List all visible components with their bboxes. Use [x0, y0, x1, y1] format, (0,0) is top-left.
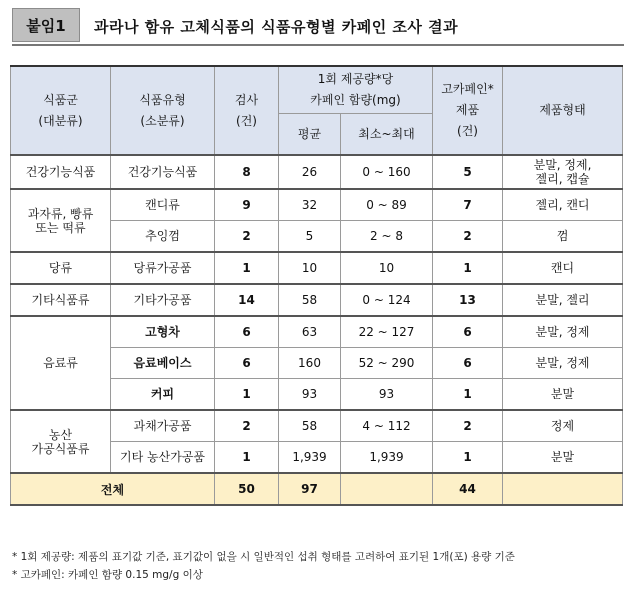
footnotes: [12, 548, 515, 584]
cell-type: 기타 농산가공품: [111, 442, 215, 474]
table-row: [11, 316, 623, 348]
cell-high: 7: [433, 189, 503, 221]
cell-group: 농산 가공식품류: [11, 410, 111, 473]
cell-tested: 1: [215, 442, 279, 474]
caffeine-survey-table: [10, 65, 623, 506]
col-header-group: 식품군 (대분류): [11, 66, 111, 155]
cell-form: 껌: [503, 221, 623, 253]
cell-avg: 93: [279, 379, 341, 411]
cell-group: 음료류: [11, 316, 111, 410]
cell-form: 분말, 정제: [503, 316, 623, 348]
col-header-form: 제품형태: [503, 66, 623, 155]
cell-range: 0 ~ 160: [341, 155, 433, 189]
cell-range: 0 ~ 124: [341, 284, 433, 316]
cell-range: 22 ~ 127: [341, 316, 433, 348]
cell-group: 건강기능식품: [11, 155, 111, 189]
col-header-high: 고카페인* 제품 (건): [433, 66, 503, 155]
cell-high: 13: [433, 284, 503, 316]
table-row: [11, 189, 623, 221]
cell-range: 4 ~ 112: [341, 410, 433, 442]
cell-form: 분말, 정제, 젤리, 캡슐: [503, 155, 623, 189]
cell-form: 젤리, 캔디: [503, 189, 623, 221]
cell-form: 분말, 정제: [503, 348, 623, 379]
total-form: [503, 473, 623, 505]
cell-type: 과채가공품: [111, 410, 215, 442]
cell-form: 분말: [503, 379, 623, 411]
total-row: [11, 473, 623, 505]
cell-form: 정제: [503, 410, 623, 442]
page-title: 과라나 함유 고체식품의 식품유형별 카페인 조사 결과: [94, 17, 459, 36]
table-row: [11, 284, 623, 316]
footnote-serving: * 1회 제공량: 제품의 표기값 기준, 표기값이 없을 시 일반적인 섭취 형태를 고려하여 표기된 1개(포) 용량 기준: [12, 551, 515, 563]
cell-tested: 1: [215, 379, 279, 411]
cell-high: 1: [433, 252, 503, 284]
col-header-avg: 평균: [279, 114, 341, 156]
cell-type: 고형차: [111, 316, 215, 348]
cell-avg: 10: [279, 252, 341, 284]
cell-type: 음료베이스: [111, 348, 215, 379]
cell-type: 기타가공품: [111, 284, 215, 316]
cell-high: 2: [433, 410, 503, 442]
total-label: 전체: [11, 473, 215, 505]
cell-high: 6: [433, 348, 503, 379]
cell-tested: 1: [215, 252, 279, 284]
cell-group: 과자류, 빵류 또는 떡류: [11, 189, 111, 252]
cell-avg: 5: [279, 221, 341, 253]
cell-high: 1: [433, 379, 503, 411]
col-header-tested: 검사 (건): [215, 66, 279, 155]
cell-avg: 26: [279, 155, 341, 189]
cell-avg: 63: [279, 316, 341, 348]
col-header-caffeine: 1회 제공량*당 카페인 함량(mg): [279, 66, 433, 114]
cell-avg: 160: [279, 348, 341, 379]
cell-group: 기타식품류: [11, 284, 111, 316]
footnote-high-caffeine: * 고카페인: 카페인 함량 0.15 mg/g 이상: [12, 569, 203, 581]
cell-type: 커피: [111, 379, 215, 411]
cell-high: 5: [433, 155, 503, 189]
table-row: [11, 155, 623, 189]
title-bar: [12, 8, 624, 46]
total-range: [341, 473, 433, 505]
table-row: [11, 252, 623, 284]
cell-type: 건강기능식품: [111, 155, 215, 189]
cell-type: 추잉껌: [111, 221, 215, 253]
cell-range: 52 ~ 290: [341, 348, 433, 379]
total-avg: 97: [279, 473, 341, 505]
total-tested: 50: [215, 473, 279, 505]
cell-range: 10: [341, 252, 433, 284]
cell-high: 2: [433, 221, 503, 253]
cell-range: 0 ~ 89: [341, 189, 433, 221]
cell-avg: 58: [279, 410, 341, 442]
col-header-range: 최소~최대: [341, 114, 433, 156]
cell-range: 93: [341, 379, 433, 411]
cell-tested: 6: [215, 348, 279, 379]
cell-form: 분말: [503, 442, 623, 474]
cell-type: 당류가공품: [111, 252, 215, 284]
cell-tested: 6: [215, 316, 279, 348]
cell-tested: 2: [215, 221, 279, 253]
cell-high: 1: [433, 442, 503, 474]
total-high: 44: [433, 473, 503, 505]
cell-tested: 9: [215, 189, 279, 221]
cell-range: 1,939: [341, 442, 433, 474]
cell-form: 캔디: [503, 252, 623, 284]
cell-range: 2 ~ 8: [341, 221, 433, 253]
cell-tested: 14: [215, 284, 279, 316]
col-header-type: 식품유형 (소분류): [111, 66, 215, 155]
cell-form: 분말, 젤리: [503, 284, 623, 316]
cell-high: 6: [433, 316, 503, 348]
cell-tested: 2: [215, 410, 279, 442]
cell-group: 당류: [11, 252, 111, 284]
cell-tested: 8: [215, 155, 279, 189]
attachment-badge: 붙임1: [12, 8, 80, 42]
cell-avg: 58: [279, 284, 341, 316]
cell-avg: 1,939: [279, 442, 341, 474]
cell-type: 캔디류: [111, 189, 215, 221]
table-row: [11, 410, 623, 442]
cell-avg: 32: [279, 189, 341, 221]
